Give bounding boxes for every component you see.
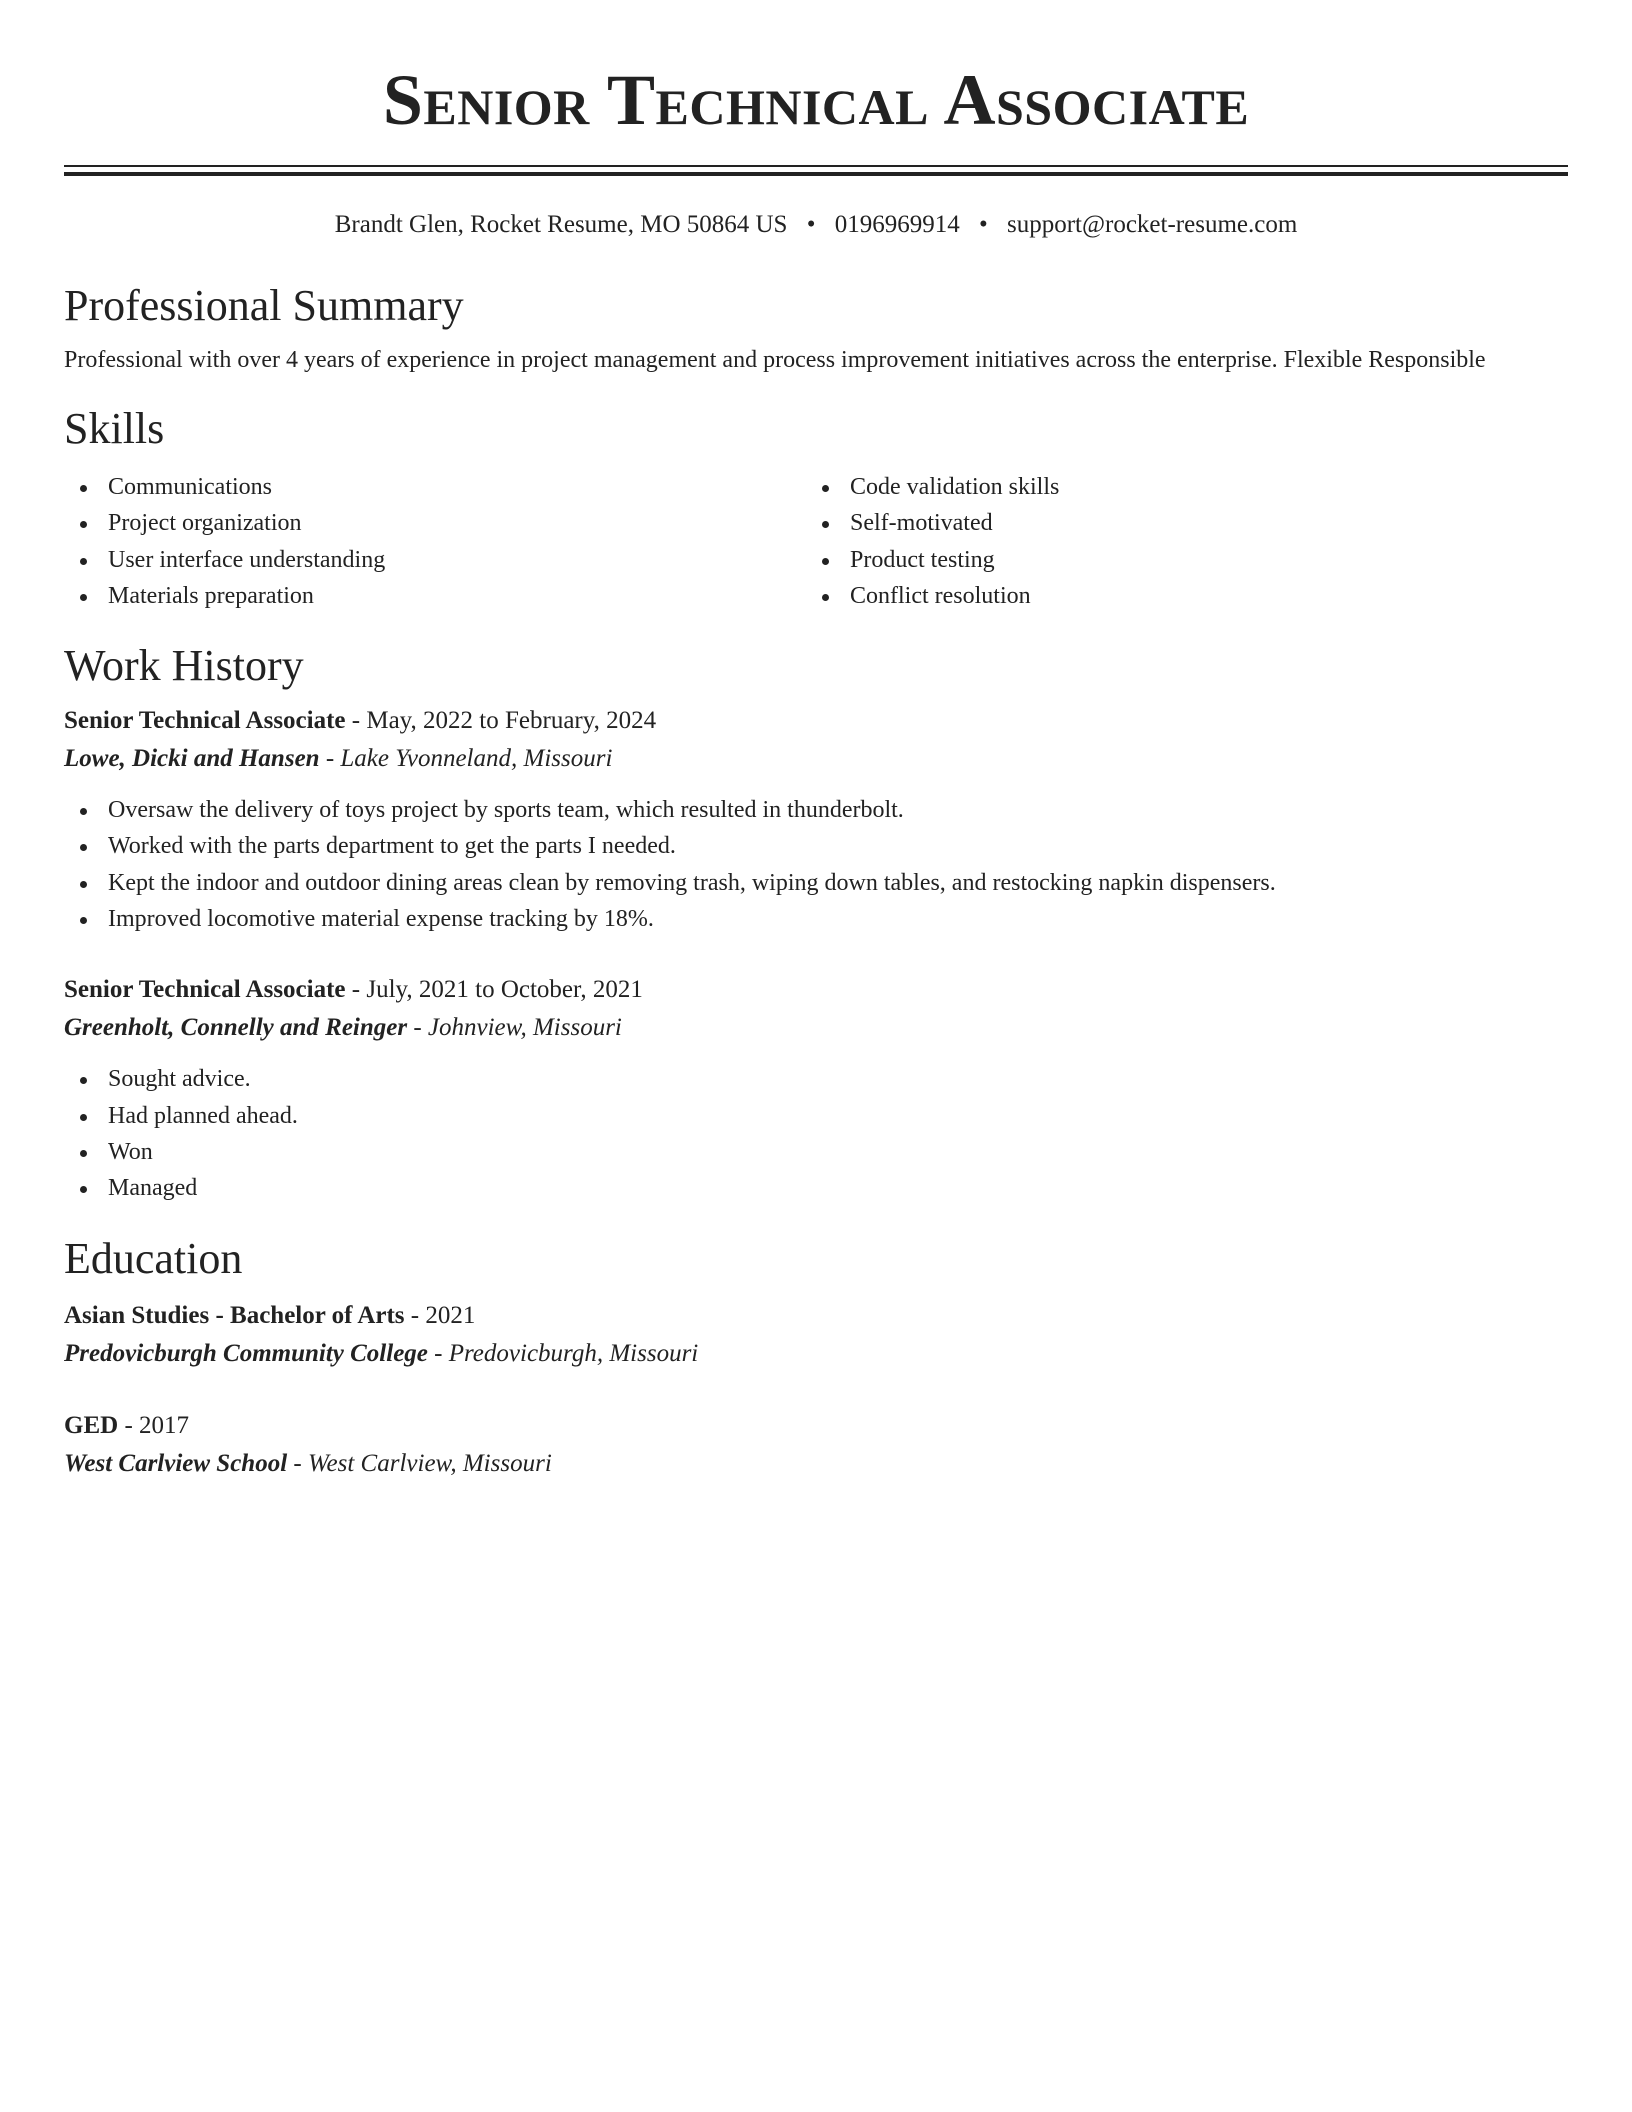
contact-address: Brandt Glen, Rocket Resume, MO 50864 US xyxy=(334,211,788,238)
skills-column-left xyxy=(64,469,806,614)
job-location: Lake Yvonneland, Missouri xyxy=(340,745,613,773)
skill-item: Product testing xyxy=(806,542,1548,578)
school-line xyxy=(64,1335,1568,1373)
job-bullet: Had planned ahead. xyxy=(64,1098,1568,1134)
skill-item: Materials preparation xyxy=(64,578,806,614)
dash-separator: - xyxy=(427,1339,449,1367)
skill-item: Project organization xyxy=(64,505,806,541)
skills-column-right xyxy=(806,469,1548,614)
skills-grid xyxy=(64,469,1568,614)
education-entry xyxy=(64,1407,1568,1483)
skill-item: Conflict resolution xyxy=(806,578,1548,614)
job-dates: July, 2021 to October, 2021 xyxy=(366,976,643,1004)
skills-heading: Skills xyxy=(64,404,165,453)
degree-line xyxy=(64,1407,1568,1445)
school-name: West Carlview School xyxy=(64,1449,288,1477)
job-entry xyxy=(64,971,1568,1206)
job-title-line xyxy=(64,971,1568,1009)
skill-item: Communications xyxy=(64,469,806,505)
contact-line xyxy=(64,210,1568,240)
degree: GED xyxy=(64,1411,119,1439)
contact-phone: 0196969914 xyxy=(834,211,960,238)
job-title-line xyxy=(64,702,1568,740)
job-location: Johnview, Missouri xyxy=(427,1014,622,1042)
dash-separator: - xyxy=(345,707,367,735)
job-bullet: Sought advice. xyxy=(64,1061,1568,1097)
education-heading: Education xyxy=(64,1233,243,1283)
skill-item: Self-motivated xyxy=(806,505,1548,541)
job-company-line xyxy=(64,1009,1568,1047)
job-bullet: Oversaw the delivery of toys project by sports team, which resulted in thunderbolt. xyxy=(64,792,1568,828)
graduation-year: 2021 xyxy=(425,1301,476,1329)
contact-separator: • xyxy=(978,211,988,238)
job-company: Lowe, Dicki and Hansen xyxy=(64,745,320,773)
job-entry xyxy=(64,702,1568,937)
summary-heading: Professional Summary xyxy=(64,281,464,330)
job-company-line xyxy=(64,740,1568,778)
job-title: Senior Technical Associate xyxy=(64,976,346,1004)
job-bullet: Improved locomotive material expense tracking by 18%. xyxy=(64,901,1568,937)
skill-item: Code validation skills xyxy=(806,469,1548,505)
job-bullets xyxy=(64,1061,1568,1206)
school-location: West Carlview, Missouri xyxy=(308,1449,552,1477)
school-name: Predovicburgh Community College xyxy=(64,1339,428,1367)
skill-item: User interface understanding xyxy=(64,542,806,578)
job-title: Senior Technical Associate xyxy=(64,707,346,735)
dash-separator: - xyxy=(287,1449,308,1477)
job-bullet: Kept the indoor and outdoor dining areas clean by removing trash, wiping down tables, and restocking napkin dispensers. xyxy=(64,865,1568,901)
job-bullet: Worked with the parts department to get the parts I needed. xyxy=(64,828,1568,864)
school-line xyxy=(64,1445,1568,1483)
job-dates: May, 2022 to February, 2024 xyxy=(366,707,657,735)
degree-line xyxy=(64,1297,1568,1335)
summary-text: Professional with over 4 years of experience in project management and process improvement initiatives across the enterprise. Flexible Responsible xyxy=(64,347,1486,373)
graduation-year: 2017 xyxy=(139,1411,190,1439)
job-bullets xyxy=(64,792,1568,937)
dash-separator: - xyxy=(319,745,341,773)
dash-separator: - xyxy=(345,976,367,1004)
dash-separator: - xyxy=(407,1014,428,1042)
education-entry xyxy=(64,1297,1568,1373)
job-bullet: Won xyxy=(64,1134,1568,1170)
degree: Asian Studies - Bachelor of Arts xyxy=(64,1301,405,1329)
contact-separator: • xyxy=(806,211,816,238)
job-bullet: Managed xyxy=(64,1170,1568,1206)
work-history-heading: Work History xyxy=(64,641,304,691)
title-divider xyxy=(64,165,1568,176)
school-location: Predovicburgh, Missouri xyxy=(448,1339,699,1367)
dash-separator: - xyxy=(404,1301,426,1329)
job-company: Greenholt, Connelly and Reinger xyxy=(64,1014,408,1042)
dash-separator: - xyxy=(118,1411,140,1439)
resume-title: Senior Technical Associate xyxy=(382,60,1250,140)
contact-email: support@rocket-resume.com xyxy=(1006,211,1298,238)
